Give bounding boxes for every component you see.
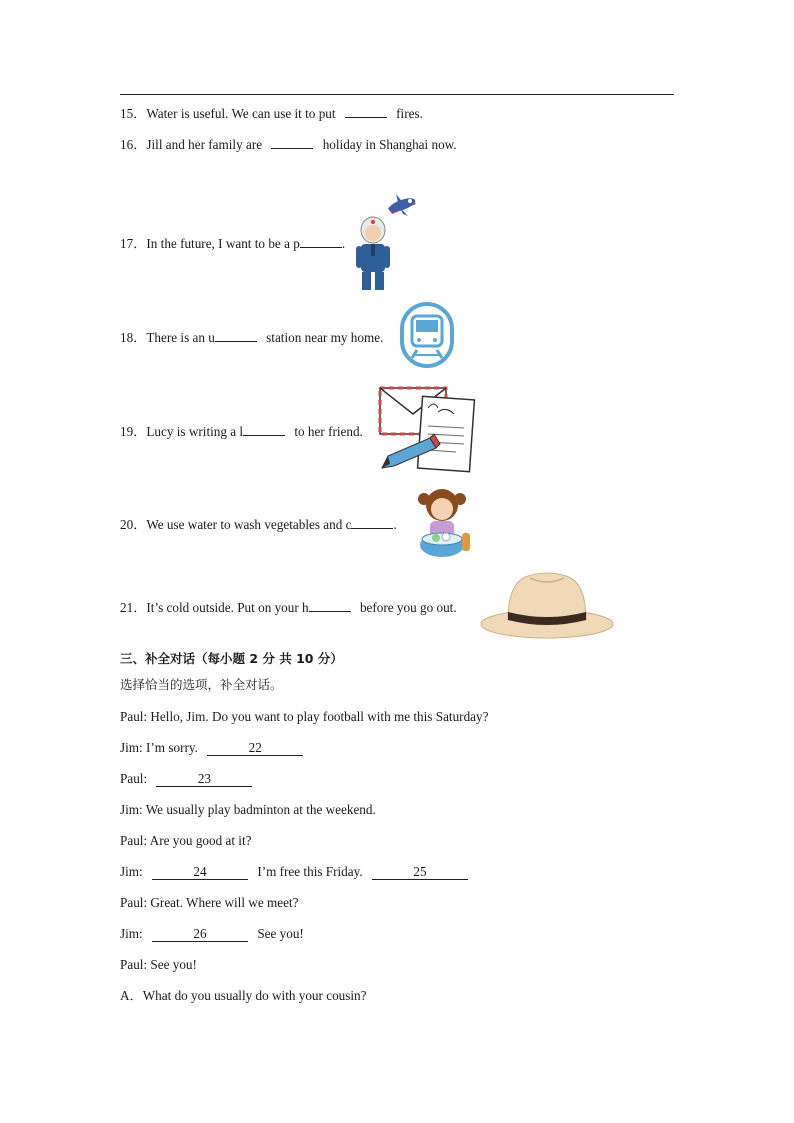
letter-pencil-image [376,384,476,474]
dialogue-line-2: Jim: I’m sorry. 22 [120,740,303,756]
answer-blank-16[interactable] [271,136,313,149]
dialogue-line-3: Paul: 23 [120,771,252,787]
question-17: 17．In the future, I want to be a p . [120,236,346,251]
pilot-image [352,188,422,292]
answer-blank-24[interactable]: 24 [152,865,248,880]
header-rule [120,94,674,95]
question-19: 19．Lucy is writing a l to her friend. [120,424,363,439]
airplane-icon [387,194,417,216]
dialogue-line-8: Jim: 26 See you! [120,926,304,941]
answer-blank-15[interactable] [345,105,387,118]
question-18: 18．There is an u station near my home. [120,330,384,345]
dialogue-line-5: Paul: Are you good at it? [120,833,252,848]
answer-blank-18[interactable] [215,329,257,342]
dialogue-line-1: Paul: Hello, Jim. Do you want to play football with me this Saturday? [120,709,489,724]
answer-blank-25[interactable]: 25 [372,865,468,880]
question-16: 16．Jill and her family are holiday in Shanghai now. [120,137,457,152]
question-21: 21．It’s cold outside. Put on your h before you go out. [120,600,457,615]
answer-blank-19[interactable] [243,423,285,436]
girl-washing-image [412,485,472,561]
dialogue-line-7: Paul: Great. Where will we meet? [120,895,299,910]
section-3-instruction: 选择恰当的选项，补全对话。 [120,677,283,692]
answer-blank-17[interactable] [300,235,342,248]
section-3-title: 三、补全对话（每小题 2 分 共 10 分） [120,651,343,666]
question-20: 20．We use water to wash vegetables and c . [120,517,397,532]
answer-blank-22[interactable]: 22 [207,741,303,756]
answer-blank-21[interactable] [309,599,351,612]
answer-blank-26[interactable]: 26 [152,927,248,942]
pilot-icon [356,217,390,290]
dialogue-line-6: Jim: 24 I’m free this Friday. 25 [120,864,468,880]
subway-train-icon [400,302,454,368]
answer-blank-20[interactable] [351,516,393,529]
dialogue-line-9: Paul: See you! [120,957,197,972]
letter-paper-icon [418,396,475,471]
question-15: 15．Water is useful. We can use it to put fires. [120,106,423,121]
answer-blank-23[interactable]: 23 [156,772,252,787]
hat-image [478,568,616,642]
option-a: A．What do you usually do with your cousin? [120,988,367,1003]
dialogue-line-4: Jim: We usually play badminton at the weekend. [120,802,376,817]
